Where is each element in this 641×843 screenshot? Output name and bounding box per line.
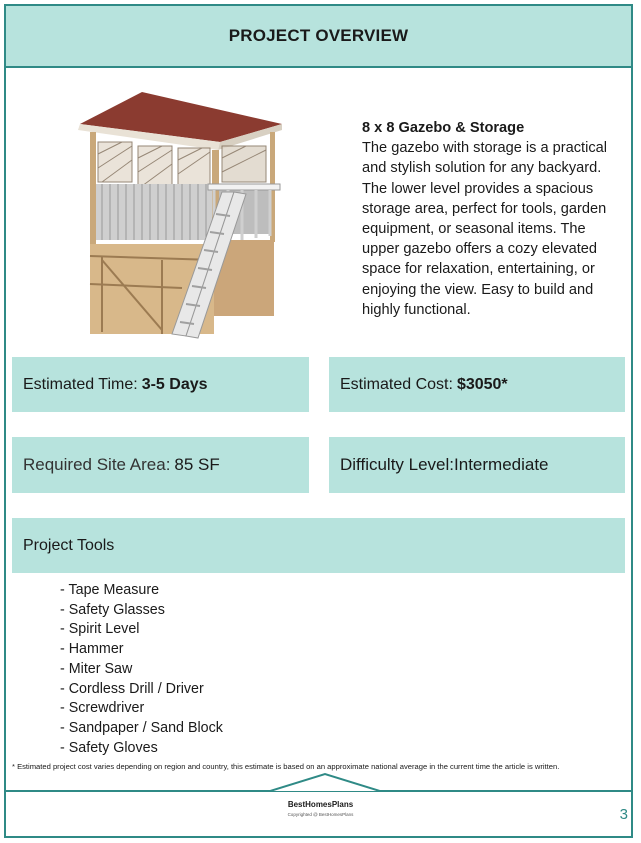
gazebo-illustration — [62, 84, 302, 344]
tools-list — [60, 581, 223, 758]
difficulty-level-box — [329, 437, 625, 493]
site-area-label: Required Site Area: — [23, 455, 171, 474]
page-number: 3 — [619, 806, 628, 823]
site-area-value: 85 SF — [174, 455, 220, 474]
footer-brand: BestHomesPlans — [287, 800, 354, 809]
estimated-cost-box — [329, 357, 625, 412]
estimated-time-label: Estimated Time: — [23, 375, 138, 393]
list-item: - Tape Measure — [60, 582, 160, 598]
list-item: - Hammer — [60, 641, 124, 658]
list-item: - Spirit Level — [60, 621, 140, 638]
estimated-cost-label: Estimated Cost: — [340, 375, 453, 393]
project-description-block — [362, 118, 624, 320]
difficulty-label: Difficulty Level: — [340, 455, 455, 474]
estimated-time-box — [12, 357, 309, 412]
page-header — [6, 6, 631, 68]
list-item: - Safety Glasses — [60, 601, 165, 618]
list-item: - Miter Saw — [60, 660, 133, 677]
cost-footnote: * Estimated project cost varies depending on region and country, this estimate is based on an approximate national average in the current time the article is written. — [12, 762, 560, 771]
footer-copyright: Copyrighted @ BestHomesPlans — [287, 812, 354, 817]
list-item: - Screwdriver — [60, 700, 145, 717]
project-tools-header — [12, 518, 625, 573]
difficulty-value: Intermediate — [454, 455, 549, 474]
project-name: 8 x 8 Gazebo & Storage — [362, 120, 525, 136]
list-item: - Sandpaper / Sand Block — [60, 719, 223, 736]
project-tools-heading: Project Tools — [23, 536, 115, 554]
list-item: - Cordless Drill / Driver — [60, 680, 204, 697]
list-item: - Safety Gloves — [60, 739, 158, 756]
footer-divider-notch — [270, 772, 380, 792]
site-area-box — [12, 437, 309, 493]
estimated-time-value: 3-5 Days — [141, 375, 208, 393]
project-description: The gazebo with storage is a practical and stylish solution for any backyard. The lower level provides a spacious storage area, perfect for tools, garden equipment, or seasonal items. The upper gazebo offers a cozy elevated space for relaxation, entertaining, or enjoying the view. Easy to build and highly functional. — [362, 140, 607, 318]
page-title: PROJECT OVERVIEW — [228, 26, 409, 45]
estimated-cost-value: $3050* — [456, 375, 508, 393]
